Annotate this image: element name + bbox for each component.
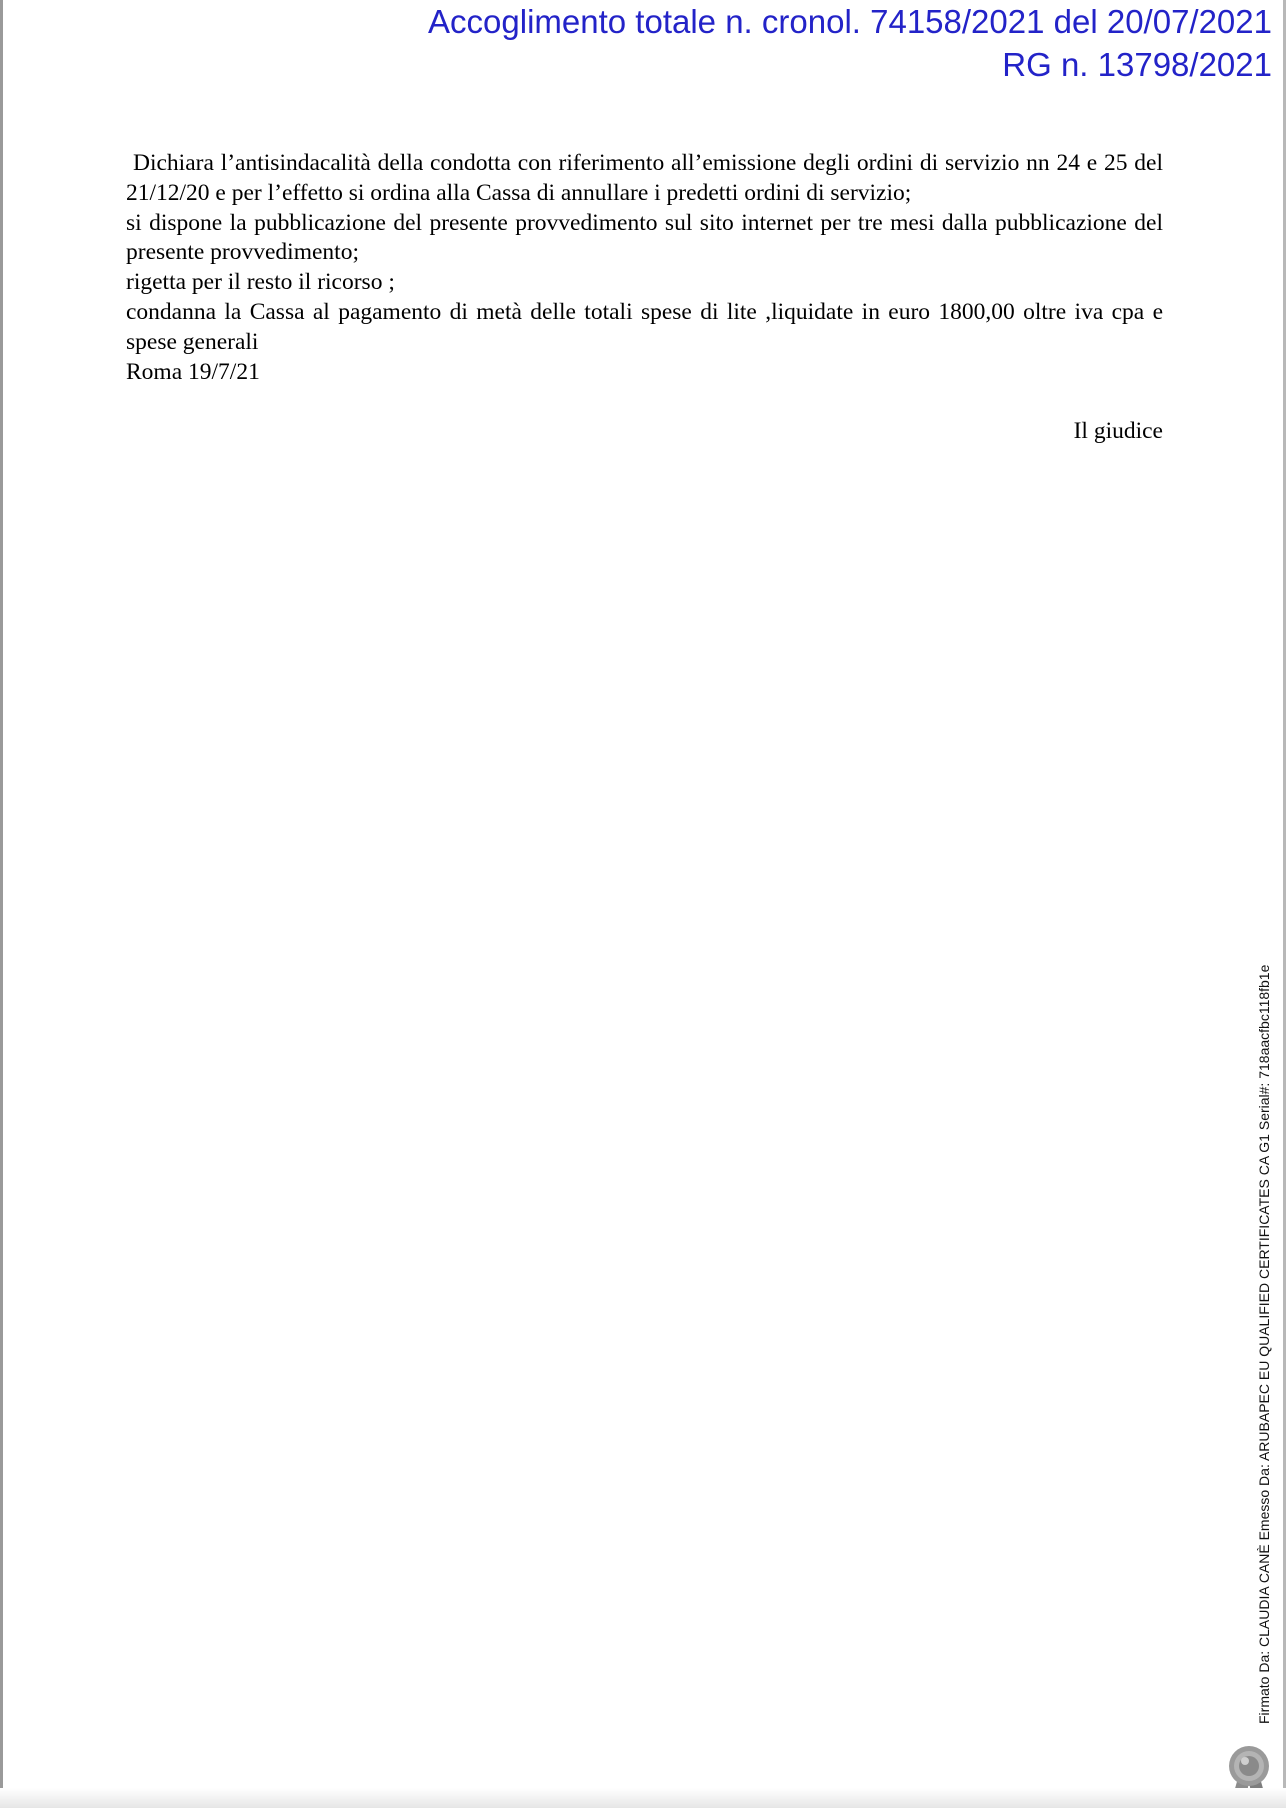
registry-stamp-line2: RG n. 13798/2021 xyxy=(1002,46,1272,83)
signature-label: Il giudice xyxy=(1073,418,1163,445)
paragraph-pubblicazione: si dispone la pubblicazione del presente provvedimento sul sito internet per tre mesi dalla pubblicazione del presente provvedimento; xyxy=(126,209,1163,266)
digital-signature-stamp: Firmato Da: CLAUDIA CANÈ Emesso Da: ARUBAPEC EU QUALIFIED CERTIFICATES CA G1 Serial#: 718aacfbc118fb1e xyxy=(1256,964,1272,1724)
registry-stamp-line1: Accoglimento totale n. cronol. 74158/2021 del 20/07/2021 xyxy=(428,3,1272,40)
paragraph-rigetta: rigetta per il resto il ricorso ; xyxy=(126,269,395,296)
document-body xyxy=(126,149,1163,447)
page-left-border xyxy=(0,0,3,1808)
paragraph-condanna: condanna la Cassa al pagamento di metà delle totali spese di lite ,liquidate in euro 1800,00 oltre iva cpa e spese generali xyxy=(126,298,1163,355)
paragraph-dichiara: Dichiara l’antisindacalità della condotta con riferimento all’emissione degli ordini di servizio nn 24 e 25 del 21/12/20 e per l’effetto si ordina alla Cassa di annullare i predetti ordini di servizio; xyxy=(126,150,1163,206)
place-date: Roma 19/7/21 xyxy=(126,358,260,385)
registry-stamp xyxy=(428,0,1272,86)
page-bottom-shadow xyxy=(0,1788,1286,1808)
